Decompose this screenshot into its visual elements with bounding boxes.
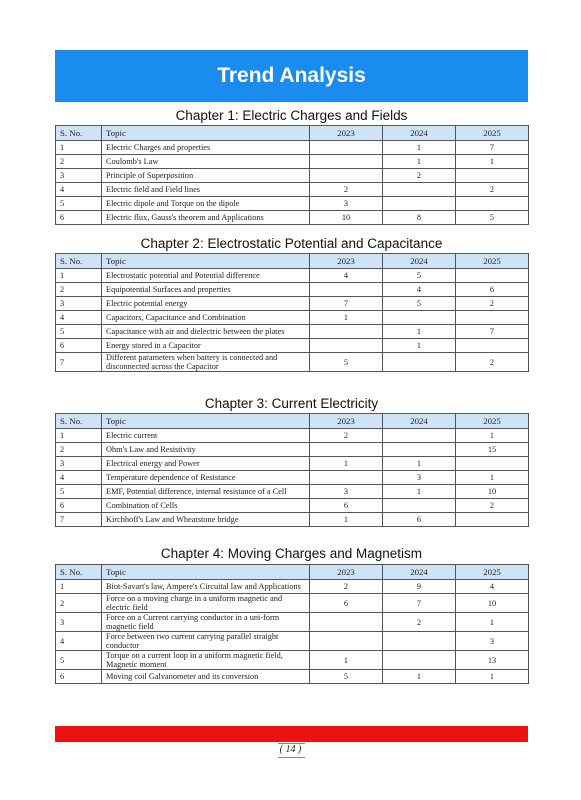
table-row — [56, 485, 529, 499]
value-2025-cell: 3 — [456, 632, 529, 651]
sno-cell: 3 — [56, 297, 102, 311]
value-2023-cell: 6 — [310, 499, 383, 513]
value-2024-cell: 9 — [383, 580, 456, 594]
topic-cell: Biot-Savart's law, Ampere's Circuital law and Applications — [102, 580, 310, 594]
value-2024-cell: 5 — [383, 269, 456, 283]
value-2023-cell: 5 — [310, 353, 383, 372]
value-2025-cell: 2 — [456, 183, 529, 197]
header-2024: 2024 — [383, 565, 456, 580]
value-2023-cell: 3 — [310, 197, 383, 211]
topic-cell: Electrical energy and Power — [102, 457, 310, 471]
value-2025-cell — [456, 269, 529, 283]
sno-cell: 6 — [56, 211, 102, 225]
value-2024-cell — [383, 429, 456, 443]
table-row — [56, 613, 529, 632]
value-2023-cell: 2 — [310, 580, 383, 594]
value-2024-cell: 2 — [383, 613, 456, 632]
value-2024-cell: 1 — [383, 325, 456, 339]
page-title: Trend Analysis — [217, 64, 366, 87]
table-row — [56, 443, 529, 457]
value-2023-cell — [310, 155, 383, 169]
header-2025: 2025 — [456, 565, 529, 580]
table-row — [56, 169, 529, 183]
value-2025-cell — [456, 197, 529, 211]
table-row — [56, 651, 529, 670]
table-row — [56, 471, 529, 485]
value-2023-cell — [310, 325, 383, 339]
header-sno: S. No. — [56, 254, 102, 269]
header-sno: S. No. — [56, 126, 102, 141]
value-2024-cell: 1 — [383, 670, 456, 684]
table-row — [56, 339, 529, 353]
table-row — [56, 325, 529, 339]
page-number: ( 14 ) — [279, 744, 302, 755]
value-2025-cell: 2 — [456, 499, 529, 513]
value-2025-cell: 1 — [456, 155, 529, 169]
table-row — [56, 353, 529, 372]
topic-cell: Coulomb's Law — [102, 155, 310, 169]
header-2023: 2023 — [310, 414, 383, 429]
header-2024: 2024 — [383, 126, 456, 141]
chapter-2-table — [55, 253, 529, 372]
value-2023-cell: 1 — [310, 311, 383, 325]
chapter-3-title: Chapter 3: Current Electricity — [204, 396, 379, 411]
sno-cell: 1 — [56, 269, 102, 283]
header-2025: 2025 — [456, 126, 529, 141]
chapter-2-title: Chapter 2: Electrostatic Potential and Capacitance — [140, 236, 443, 251]
value-2023-cell — [310, 169, 383, 183]
table-row — [56, 183, 529, 197]
header-2024: 2024 — [383, 414, 456, 429]
topic-cell: Kirchhoff's Law and Wheatstone bridge — [102, 513, 310, 527]
topic-cell: Electrostatic potential and Potential difference — [102, 269, 310, 283]
sno-cell: 4 — [56, 183, 102, 197]
topic-cell: Ohm's Law and Resistivity — [102, 443, 310, 457]
topic-cell: Energy stored in a Capacitor — [102, 339, 310, 353]
table-row — [56, 297, 529, 311]
table-row — [56, 499, 529, 513]
table-row — [56, 670, 529, 684]
topic-cell: Electric Charges and properties — [102, 141, 310, 155]
sno-cell: 4 — [56, 632, 102, 651]
sno-cell: 1 — [56, 429, 102, 443]
header-2024: 2024 — [383, 254, 456, 269]
value-2024-cell: 1 — [383, 457, 456, 471]
sno-cell: 6 — [56, 670, 102, 684]
table-row — [56, 580, 529, 594]
value-2025-cell: 7 — [456, 141, 529, 155]
value-2023-cell: 2 — [310, 183, 383, 197]
value-2024-cell — [383, 632, 456, 651]
value-2023-cell: 1 — [310, 651, 383, 670]
value-2023-cell: 3 — [310, 485, 383, 499]
sno-cell: 4 — [56, 311, 102, 325]
value-2023-cell: 6 — [310, 594, 383, 613]
value-2025-cell: 2 — [456, 353, 529, 372]
value-2024-cell — [383, 499, 456, 513]
value-2025-cell: 15 — [456, 443, 529, 457]
sno-cell: 2 — [56, 155, 102, 169]
value-2023-cell — [310, 443, 383, 457]
sno-cell: 3 — [56, 169, 102, 183]
value-2025-cell — [456, 513, 529, 527]
value-2025-cell: 5 — [456, 211, 529, 225]
page-number-rule-bottom — [278, 757, 305, 758]
value-2025-cell: 1 — [456, 670, 529, 684]
topic-cell: Electric flux, Gauss's theorem and Applications — [102, 211, 310, 225]
value-2024-cell — [383, 197, 456, 211]
header-2023: 2023 — [310, 126, 383, 141]
table-row — [56, 457, 529, 471]
value-2024-cell: 1 — [383, 141, 456, 155]
value-2023-cell — [310, 613, 383, 632]
table-row — [56, 513, 529, 527]
sno-cell: 7 — [56, 513, 102, 527]
header-topic: Topic — [102, 565, 310, 580]
value-2024-cell: 4 — [383, 283, 456, 297]
value-2024-cell: 2 — [383, 169, 456, 183]
header-2025: 2025 — [456, 254, 529, 269]
value-2023-cell: 4 — [310, 269, 383, 283]
topic-cell: Electric dipole and Torque on the dipole — [102, 197, 310, 211]
topic-cell: Capacitance with air and dielectric between the plates — [102, 325, 310, 339]
value-2025-cell — [456, 339, 529, 353]
sno-cell: 6 — [56, 499, 102, 513]
topic-cell: Temperature dependence of Resistance — [102, 471, 310, 485]
chapter-4-title: Chapter 4: Moving Charges and Magnetism — [160, 546, 423, 561]
page-banner — [55, 50, 528, 102]
table-header-row — [56, 254, 529, 269]
value-2024-cell — [383, 311, 456, 325]
table-row — [56, 594, 529, 613]
value-2024-cell: 6 — [383, 513, 456, 527]
sno-cell: 5 — [56, 651, 102, 670]
header-topic: Topic — [102, 126, 310, 141]
table-row — [56, 311, 529, 325]
footer-bar — [55, 726, 528, 742]
table-row — [56, 155, 529, 169]
value-2024-cell — [383, 443, 456, 457]
table-row — [56, 269, 529, 283]
header-topic: Topic — [102, 414, 310, 429]
table-row — [56, 429, 529, 443]
topic-cell: Different parameters when battery is connected and disconnected across the Capacitor — [102, 353, 310, 372]
value-2025-cell: 1 — [456, 429, 529, 443]
topic-cell: EMF, Potential difference, internal resistance of a Cell — [102, 485, 310, 499]
topic-cell: Electric potential energy — [102, 297, 310, 311]
sno-cell: 2 — [56, 594, 102, 613]
value-2024-cell — [383, 183, 456, 197]
value-2023-cell — [310, 471, 383, 485]
value-2024-cell: 8 — [383, 211, 456, 225]
sno-cell: 2 — [56, 283, 102, 297]
chapter-1-title: Chapter 1: Electric Charges and Fields — [175, 108, 408, 123]
sno-cell: 3 — [56, 613, 102, 632]
topic-cell: Torque on a current loop in a uniform magnetic field, Magnetic moment — [102, 651, 310, 670]
sno-cell: 5 — [56, 197, 102, 211]
sno-cell: 3 — [56, 457, 102, 471]
topic-cell: Equipotential Surfaces and properties — [102, 283, 310, 297]
value-2025-cell — [456, 311, 529, 325]
value-2025-cell: 1 — [456, 613, 529, 632]
value-2024-cell: 3 — [383, 471, 456, 485]
sno-cell: 2 — [56, 443, 102, 457]
sno-cell: 1 — [56, 580, 102, 594]
value-2025-cell: 10 — [456, 594, 529, 613]
value-2025-cell: 13 — [456, 651, 529, 670]
topic-cell: Electric current — [102, 429, 310, 443]
table-header-row — [56, 414, 529, 429]
table-row — [56, 211, 529, 225]
table-row — [56, 197, 529, 211]
value-2024-cell — [383, 353, 456, 372]
sno-cell: 4 — [56, 471, 102, 485]
value-2025-cell: 2 — [456, 297, 529, 311]
value-2023-cell: 1 — [310, 513, 383, 527]
value-2024-cell: 1 — [383, 339, 456, 353]
value-2025-cell: 4 — [456, 580, 529, 594]
sno-cell: 6 — [56, 339, 102, 353]
value-2023-cell: 1 — [310, 457, 383, 471]
topic-cell: Force on a moving charge in a uniform magnetic and electric field — [102, 594, 310, 613]
value-2024-cell: 5 — [383, 297, 456, 311]
header-sno: S. No. — [56, 565, 102, 580]
header-2023: 2023 — [310, 254, 383, 269]
sno-cell: 7 — [56, 353, 102, 372]
header-2023: 2023 — [310, 565, 383, 580]
value-2025-cell: 7 — [456, 325, 529, 339]
value-2025-cell: 1 — [456, 471, 529, 485]
topic-cell: Electric field and Field lines — [102, 183, 310, 197]
value-2025-cell: 10 — [456, 485, 529, 499]
value-2023-cell: 7 — [310, 297, 383, 311]
table-header-row — [56, 565, 529, 580]
value-2024-cell: 1 — [383, 155, 456, 169]
value-2023-cell: 10 — [310, 211, 383, 225]
chapter-3-table — [55, 413, 529, 527]
header-topic: Topic — [102, 254, 310, 269]
value-2024-cell: 7 — [383, 594, 456, 613]
table-header-row — [56, 126, 529, 141]
value-2025-cell: 6 — [456, 283, 529, 297]
topic-cell: Force on a Current carrying conductor in a uni-form magnetic field — [102, 613, 310, 632]
table-row — [56, 283, 529, 297]
value-2023-cell — [310, 632, 383, 651]
sno-cell: 5 — [56, 485, 102, 499]
value-2024-cell: 1 — [383, 485, 456, 499]
value-2024-cell — [383, 651, 456, 670]
value-2025-cell — [456, 457, 529, 471]
value-2023-cell: 2 — [310, 429, 383, 443]
header-2025: 2025 — [456, 414, 529, 429]
topic-cell: Moving coil Galvanometer and its conversion — [102, 670, 310, 684]
chapter-4-table — [55, 564, 529, 684]
value-2023-cell — [310, 141, 383, 155]
value-2023-cell: 5 — [310, 670, 383, 684]
value-2025-cell — [456, 169, 529, 183]
header-sno: S. No. — [56, 414, 102, 429]
topic-cell: Force between two current carrying parallel straight conductor — [102, 632, 310, 651]
sno-cell: 1 — [56, 141, 102, 155]
topic-cell: Principle of Superposition — [102, 169, 310, 183]
chapter-1-table — [55, 125, 529, 225]
value-2023-cell — [310, 283, 383, 297]
topic-cell: Capacitors, Capacitance and Combination — [102, 311, 310, 325]
table-row — [56, 141, 529, 155]
topic-cell: Combination of Cells — [102, 499, 310, 513]
table-row — [56, 632, 529, 651]
sno-cell: 5 — [56, 325, 102, 339]
value-2023-cell — [310, 339, 383, 353]
